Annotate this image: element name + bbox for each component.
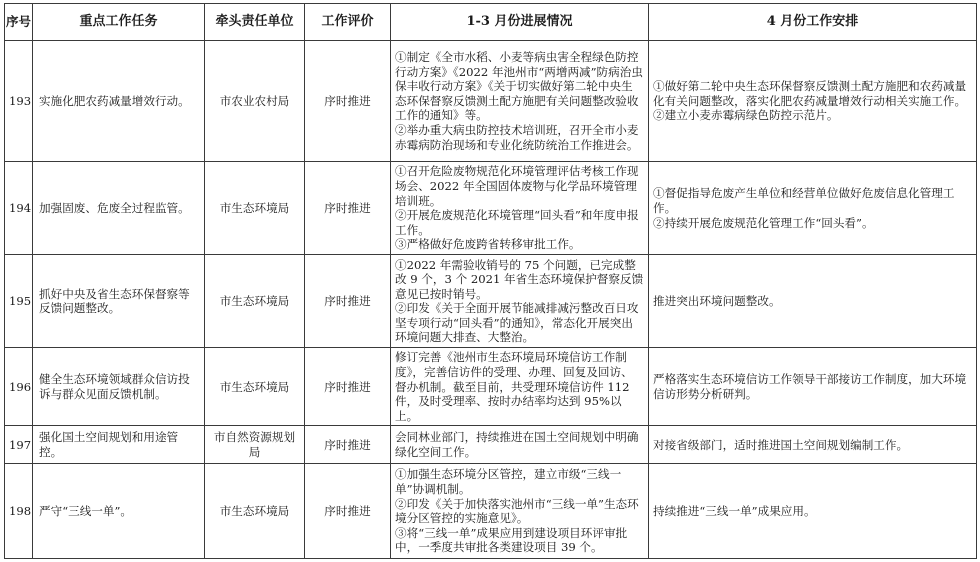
row-plan <box>649 426 977 464</box>
row-evaluation: 序时推进 <box>305 464 391 559</box>
row-progress <box>391 41 649 162</box>
row-unit: 市农业农村局 <box>205 41 305 162</box>
progress-item: ③将“三线一单”成果应用到建设项目环评审批中，一季度共审批各类建设项目 39 个。 <box>395 525 628 555</box>
plan-item: ②建立小麦赤霉病绿色防控示范片。 <box>653 108 839 123</box>
row-number: 198 <box>5 464 33 559</box>
row-plan <box>649 162 977 255</box>
row-unit: 市生态环境局 <box>205 464 305 559</box>
row-task: 强化国土空间规划和用途管控。 <box>33 426 205 464</box>
row-task: 抓好中央及省生态环保督察等反馈问题整改。 <box>33 255 205 348</box>
row-evaluation: 序时推进 <box>305 426 391 464</box>
row-number: 196 <box>5 348 33 426</box>
progress-item: ②举办重大病虫防控技术培训班，召开全市小麦赤霉病防治现场和专业化统防统治工作推进会。 <box>395 123 639 152</box>
row-unit: 市生态环境局 <box>205 162 305 255</box>
row-plan <box>649 348 977 426</box>
progress-item: ②开展危废规范化环境管理“回头看”和年度申报工作。 <box>395 208 639 237</box>
row-plan <box>649 41 977 162</box>
row-number: 197 <box>5 426 33 464</box>
table-row <box>5 464 977 559</box>
row-unit: 市生态环境局 <box>205 348 305 426</box>
plan-item: 持续推进“三线一单”成果应用。 <box>653 503 816 518</box>
header-task: 重点工作任务 <box>33 4 205 41</box>
progress-item: ①2022 年需验收销号的 75 个问题，已完成整改 9 个，3 个 2021 年省生态环境保护督察反馈意见已按时销号。 <box>395 257 644 301</box>
row-number: 194 <box>5 162 33 255</box>
header-progress: 1-3 月份进展情况 <box>391 4 649 41</box>
table-row <box>5 426 977 464</box>
progress-item: ①召开危险废物规范化环境管理评估考核工作现场会、2022 年全国固体废物与化学品环境管理培训班。 <box>395 164 639 208</box>
plan-item: 推进突出环境问题整改。 <box>653 294 781 308</box>
progress-item: ①制定《全市水稻、小麦等病虫害全程绿色防控行动方案》《2022 年池州市“两增两减”防病治虫保丰收行动方案》《关于切实做好第二轮中央生态环保督察反馈测土配方施肥有关问题整改验收工作的通知》等。 <box>395 50 643 123</box>
table-row <box>5 162 977 255</box>
table-row <box>5 348 977 426</box>
row-task: 加强固废、危废全过程监管。 <box>33 162 205 255</box>
header-eval: 工作评价 <box>305 4 391 41</box>
progress-item: ③严格做好危废跨省转移审批工作。 <box>395 237 581 252</box>
table-row <box>5 41 977 162</box>
row-progress <box>391 464 649 559</box>
work-progress-table <box>4 3 977 559</box>
row-evaluation: 序时推进 <box>305 255 391 348</box>
plan-item: 对接省级部门，适时推进国土空间规划编制工作。 <box>653 437 909 452</box>
header-row <box>5 4 977 41</box>
row-plan <box>649 464 977 559</box>
row-progress <box>391 348 649 426</box>
progress-item: 修订完善《池州市生态环境局环境信访工作制度》，完善信访件的受理、办理、回复及回访、督办机制。截至目前，共受理环境信访件 112 件，及时受理率、按时办结率均达到 95%以上。 <box>395 350 633 423</box>
table-row <box>5 255 977 348</box>
row-progress <box>391 426 649 464</box>
row-progress <box>391 162 649 255</box>
row-task: 健全生态环境领域群众信访投诉与群众见面反馈机制。 <box>33 348 205 426</box>
row-progress <box>391 255 649 348</box>
header-seq: 序号 <box>5 4 33 41</box>
row-evaluation: 序时推进 <box>305 41 391 162</box>
progress-item: 会同林业部门，持续推进在国土空间规划中明确绿化空间工作。 <box>395 430 639 459</box>
row-unit: 市生态环境局 <box>205 255 305 348</box>
plan-item: ①督促指导危废产生单位和经营单位做好危废信息化管理工作。 <box>653 186 955 215</box>
progress-item: ①加强生态环境分区管控，建立市级“三线一单”协调机制。 <box>395 467 622 497</box>
row-task: 严守“三线一单”。 <box>33 464 205 559</box>
row-evaluation: 序时推进 <box>305 348 391 426</box>
progress-item: ②印发《关于全面开展节能减排减污整改百日攻坚专项行动“回头看”的通知》，常态化开展突出环境问题大排查、大整治。 <box>395 301 639 345</box>
plan-item: 严格落实生态环境信访工作领导干部接访工作制度，加大环境信访形势分析研判。 <box>653 372 967 401</box>
header-plan: 4 月份工作安排 <box>649 4 977 41</box>
plan-item: ①做好第二轮中央生态环保督察反馈测土配方施肥和农药减量化有关问题整改，落实化肥农药减量增效行动相关实施工作。 <box>653 79 967 108</box>
progress-item: ②印发《关于加快落实池州市“三线一单”生态环境分区管控的实施意见》。 <box>395 496 639 526</box>
row-unit: 市自然资源规划局 <box>205 426 305 464</box>
row-number: 193 <box>5 41 33 162</box>
row-evaluation: 序时推进 <box>305 162 391 255</box>
header-unit: 牵头责任单位 <box>205 4 305 41</box>
row-plan <box>649 255 977 348</box>
row-number: 195 <box>5 255 33 348</box>
plan-item: ②持续开展危废规范化管理工作“回头看”。 <box>653 215 874 230</box>
row-task: 实施化肥农药减量增效行动。 <box>33 41 205 162</box>
